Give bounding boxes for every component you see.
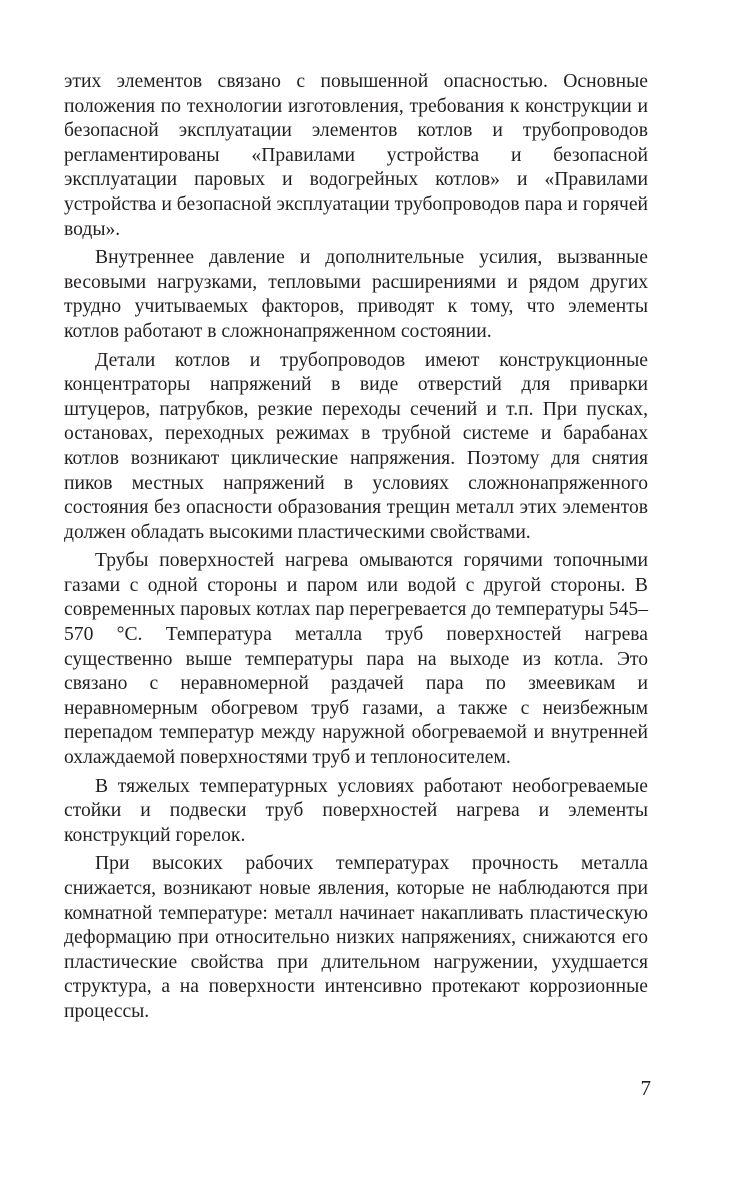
paragraph: Трубы поверхностей нагрева омываются горячими топочными газами с одной стороны и паром или водой с другой стороны. В современных паровых котлах пар перегревается до температуры 545–570 °C. Температура металла труб поверхностей нагрева существенно выше температуры пара на выходе из котла. Это связано с неравномерной раздачей пара по змеевикам и неравномерным обогревом труб газами, а также с неизбежным перепадом температур между наружной обогреваемой и внутренней охлаждаемой поверхностями труб и теплоносителем. xyxy=(64,550,648,769)
paragraph: Детали котлов и трубопроводов имеют конструкционные концентраторы напряжений в виде отверстий для приварки штуцеров, патрубков, резкие переходы сечений и т.п. При пусках, остановах, переходных режимах в трубной системе и барабанах котлов возникают циклические напряжения. Поэтому для снятия пиков местных напряжений в условиях сложнонапряженного состояния без опасности образования трещин металл этих элементов должен обладать высокими пластическими свойствами. xyxy=(64,349,648,543)
body-text xyxy=(64,70,648,1029)
paragraph-continued: этих элементов связано с повышенной опасностью. Основные положения по технологии изготовления, требования к конструкции и безопасной эксплуатации элементов котлов и трубопроводов регламентированы «Правилами устройства и безопасной эксплуатации паровых и водогрейных котлов» и «Правилами устройства и безопасной эксплуатации трубопроводов пара и горячей воды». xyxy=(64,71,648,240)
paragraph: В тяжелых температурных условиях работают необогреваемые стойки и подвески труб поверхностей нагрева и элементы конструкций горелок. xyxy=(64,775,648,846)
paragraph: Внутреннее давление и дополнительные усилия, вызванные весовыми нагрузками, тепловыми расширениями и рядом других трудно учитываемых факторов, приводят к тому, что элементы котлов работают в сложнонапряженном состоянии. xyxy=(64,247,648,342)
page-number: 7 xyxy=(640,1076,651,1100)
paragraph: При высоких рабочих температурах прочность металла снижается, возникают новые явления, которые не наблюдаются при комнатной температуре: металл начинает накапливать пластическую деформацию при относительно низких напряжениях, снижаются его пластические свойства при длительном нагружении, ухудшается структура, а на поверхности интенсивно протекают коррозионные процессы. xyxy=(64,853,648,1022)
